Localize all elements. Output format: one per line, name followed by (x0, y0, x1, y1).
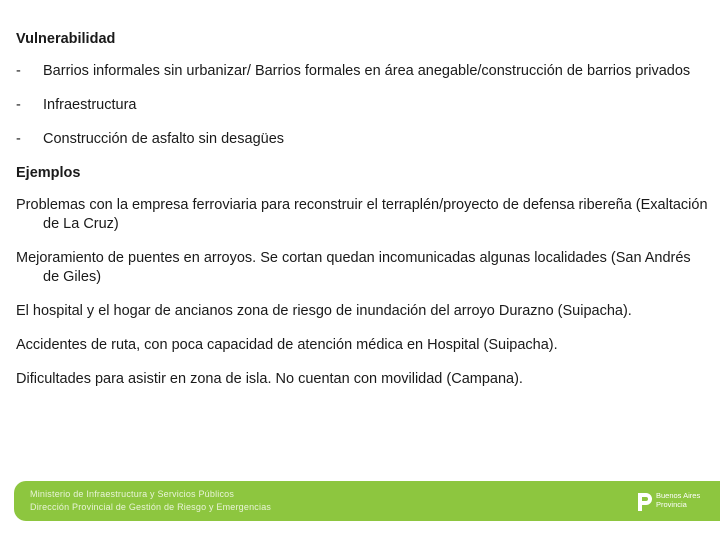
vulnerability-item (16, 62, 710, 81)
logo-text (656, 492, 700, 509)
bullet-dash: - (16, 63, 21, 79)
bullet-dash: - (16, 131, 21, 147)
bullet-text: Barrios informales sin urbanizar/ Barrios formales en área anegable/construcción de barrios privados (43, 63, 691, 79)
logo-line-2: Provincia (656, 499, 687, 509)
slide-content (16, 30, 710, 404)
bullet-text: Infraestructura (43, 97, 137, 113)
example-paragraph: Mejoramiento de puentes en arroyos. Se cortan quedan incomunicadas algunas localidades (San Andrés de Giles) (16, 250, 691, 285)
ministry-name: Ministerio de Infraestructura y Servicios Públicos (30, 489, 235, 499)
directorate-name: Dirección Provincial de Gestión de Riesgo y Emergencias (30, 502, 272, 512)
province-logo-icon (636, 491, 652, 513)
ejemplos-heading: Ejemplos (16, 165, 81, 181)
footer-bar (14, 481, 720, 521)
buenos-aires-logo (636, 489, 716, 515)
example-paragraph: Dificultades para asistir en zona de isla. No cuentan con movilidad (Campana). (16, 371, 523, 387)
bullet-text: Construcción de asfalto sin desagües (43, 131, 285, 147)
example-paragraph: El hospital y el hogar de ancianos zona de riesgo de inundación del arroyo Durazno (Suipacha). (16, 303, 632, 319)
vulnerability-item (16, 130, 710, 149)
bullet-dash: - (16, 97, 21, 113)
vulnerability-item (16, 96, 710, 115)
example-paragraph: Accidentes de ruta, con poca capacidad de atención médica en Hospital (Suipacha). (16, 337, 558, 353)
vulnerabilidad-heading: Vulnerabilidad (16, 31, 116, 47)
logo-line-1: Buenos Aires (656, 491, 701, 500)
example-paragraph: Problemas con la empresa ferroviaria para reconstruir el terraplén/proyecto de defensa ribereña (Exaltación de La Cruz) (16, 197, 708, 232)
